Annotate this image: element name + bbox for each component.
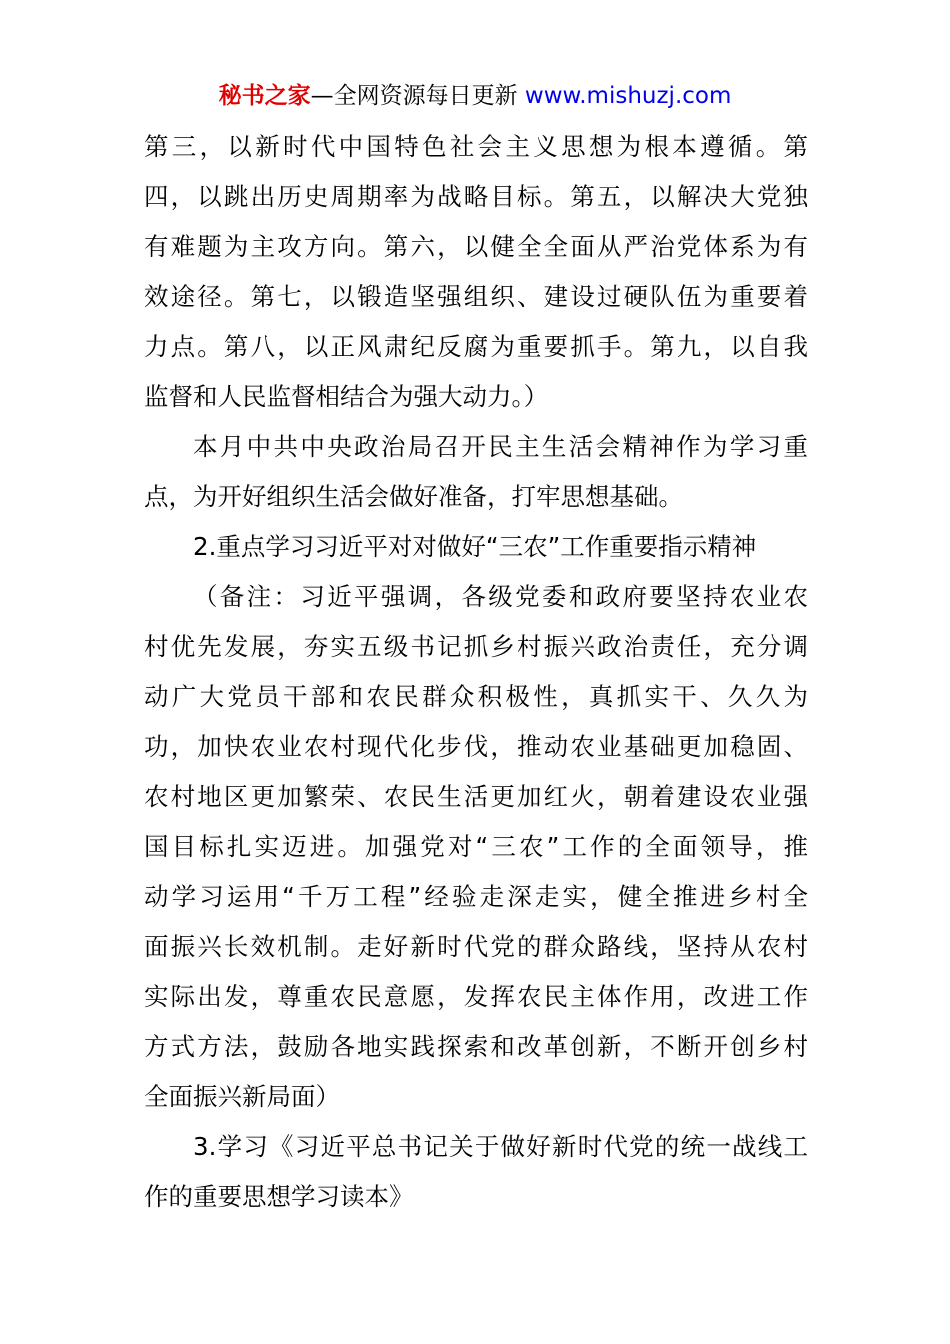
text-line: 村优先发展，夯实五级书记抓乡村振兴政治责任，充分调	[144, 632, 808, 661]
text-line: 第三，以新时代中国特色社会主义思想为根本遵循。第	[144, 132, 808, 161]
text-line: 本月中共中央政治局召开民主生活会精神作为学习重	[193, 432, 808, 461]
text-line: （备注：习近平强调，各级党委和政府要坚持农业农	[193, 582, 808, 611]
page-header	[0, 80, 950, 112]
text-line: 动学习运用“千万工程”经验走深走实，健全推进乡村全	[144, 882, 808, 911]
text-line: 力点。第八，以正风肃纪反腐为重要抓手。第九，以自我	[144, 332, 808, 361]
text-line: 动广大党员干部和农民群众积极性，真抓实干、久久为	[144, 682, 808, 711]
site-url-link[interactable]: www.mishuzj.com	[524, 83, 732, 109]
paragraph	[144, 572, 808, 1122]
text-line: 实际出发，尊重农民意愿，发挥农民主体作用，改进工作	[144, 982, 808, 1011]
paragraph	[144, 1122, 808, 1222]
paragraph	[144, 522, 808, 572]
text-line: 方式方法，鼓励各地实践探索和改革创新，不断开创乡村	[144, 1032, 808, 1061]
text-line: 监督和人民监督相结合为强大动力。）	[144, 382, 549, 411]
text-line: 2.重点学习习近平对对做好“三农”工作重要指示精神	[193, 532, 757, 561]
text-line: 面振兴长效机制。走好新时代党的群众路线，坚持从农村	[144, 932, 808, 961]
text-line: 国目标扎实迈进。加强党对“三农”工作的全面领导，推	[144, 832, 808, 861]
text-line: 四，以跳出历史周期率为战略目标。第五，以解决大党独	[144, 182, 808, 211]
paragraph	[144, 122, 808, 422]
document-body	[144, 122, 808, 1222]
text-line: 点，为开好组织生活会做好准备，打牢思想基础。	[144, 482, 683, 511]
text-line: 3.学习《习近平总书记关于做好新时代党的统一战线工	[193, 1132, 808, 1161]
text-line: 效途径。第七，以锻造坚强组织、建设过硬队伍为重要着	[144, 282, 808, 311]
text-line: 作的重要思想学习读本》	[144, 1182, 414, 1211]
paragraph	[144, 422, 808, 522]
brand-name: 秘书之家	[218, 83, 311, 109]
header-tagline: —全网资源每日更新	[310, 83, 518, 109]
text-line: 全面振兴新局面）	[144, 1082, 340, 1111]
text-line: 有难题为主攻方向。第六，以健全全面从严治党体系为有	[144, 232, 808, 261]
text-line: 功，加快农业农村现代化步伐，推动农业基础更加稳固、	[144, 732, 808, 761]
text-line: 农村地区更加繁荣、农民生活更加红火，朝着建设农业强	[144, 782, 808, 811]
